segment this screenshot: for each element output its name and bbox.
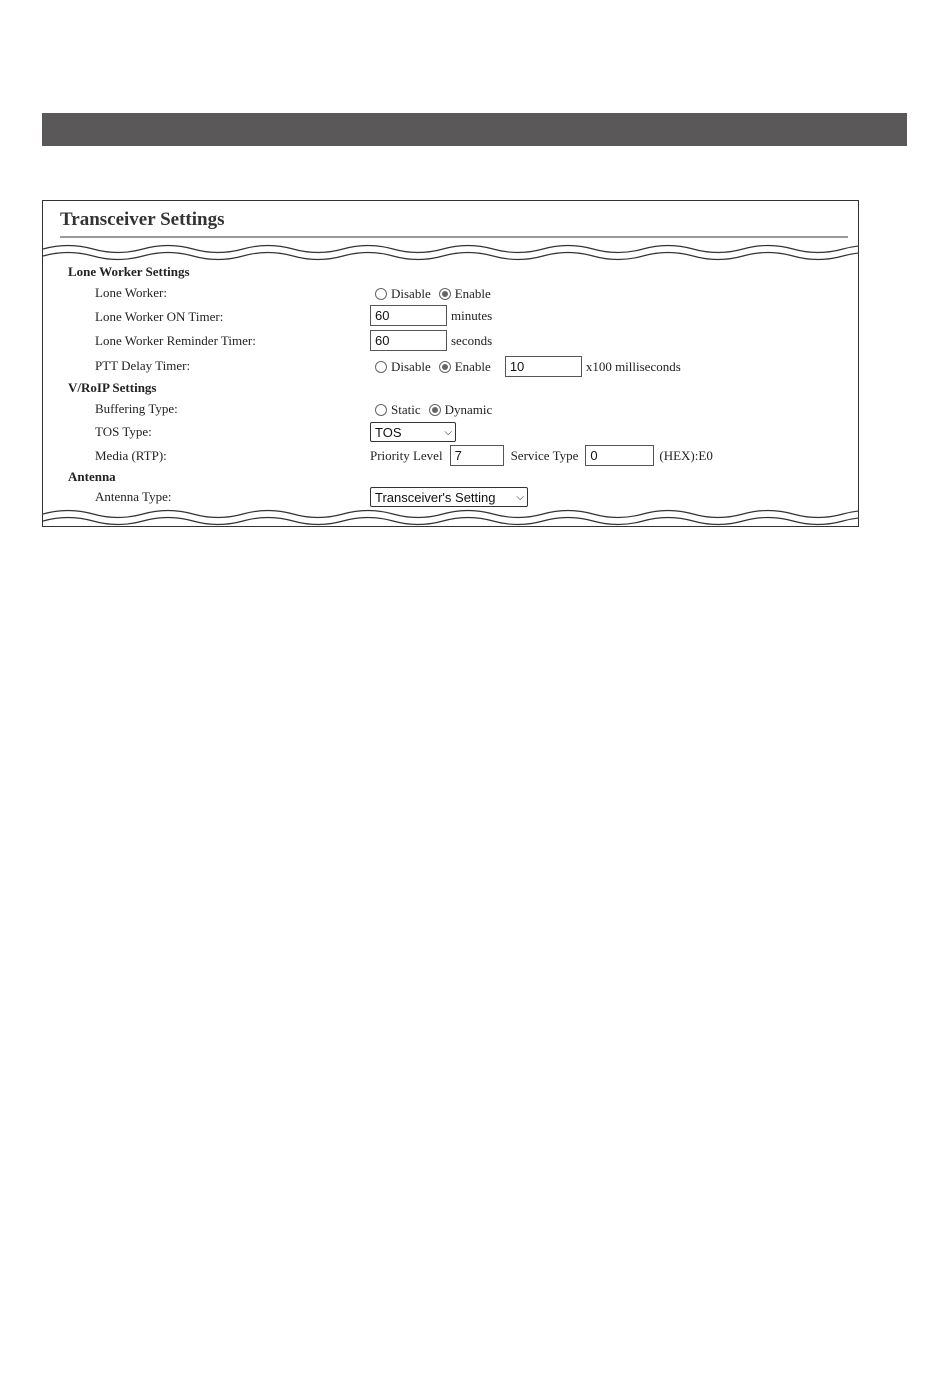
on-timer-unit: minutes [451, 307, 493, 323]
option-label: Static [391, 402, 421, 417]
tos-type-label: TOS Type: [95, 424, 152, 439]
buffering-type-radio-group [375, 402, 500, 418]
reminder-timer-input[interactable]: 60 [370, 330, 447, 351]
antenna-type-select[interactable] [370, 487, 528, 507]
priority-level-input[interactable]: 7 [450, 445, 504, 466]
on-timer-input[interactable]: 60 [370, 305, 447, 326]
reminder-timer-label: Lone Worker Reminder Timer: [95, 333, 256, 348]
radio-checked[interactable] [439, 288, 451, 300]
option-label: Enable [454, 286, 491, 301]
section-vroip: V/RoIP Settings [68, 380, 157, 395]
section-lone-worker: Lone Worker Settings [68, 264, 190, 279]
option-label: Enable [454, 358, 491, 374]
section-antenna: Antenna [68, 469, 116, 484]
option-label: Disable [391, 358, 431, 374]
lone-worker-disable-option[interactable] [375, 286, 431, 302]
lone-worker-label: Lone Worker: [95, 285, 167, 300]
radio-checked[interactable] [429, 404, 441, 416]
tos-type-value: TOS [375, 424, 402, 440]
antenna-type-value: Transceiver's Setting [375, 489, 496, 505]
reminder-timer-control [370, 330, 492, 351]
ptt-delay-unit: x100 milliseconds [585, 358, 681, 374]
ptt-delay-input[interactable]: 10 [505, 356, 582, 377]
panel-title: Transceiver Settings [60, 209, 225, 230]
on-timer-control [370, 305, 492, 326]
lone-worker-enable-option[interactable] [439, 286, 491, 302]
bottom-cut-edge [43, 506, 859, 527]
tos-type-select[interactable] [370, 422, 456, 442]
antenna-type-label: Antenna Type: [95, 489, 172, 504]
ptt-delay-control [375, 356, 681, 377]
radio-unchecked[interactable] [375, 288, 387, 300]
media-rtp-control [370, 445, 713, 466]
option-label: Disable [391, 286, 431, 301]
ptt-enable-option[interactable] [439, 359, 491, 375]
hex-value-text: (HEX):E0 [659, 447, 713, 463]
service-type-input[interactable]: 0 [585, 445, 654, 466]
chevron-down-icon: ⌵ [444, 426, 452, 438]
header-bar [42, 113, 907, 146]
antenna-type-control [370, 487, 528, 507]
service-type-label: Service Type [510, 447, 579, 463]
transceiver-settings-panel [42, 200, 859, 527]
radio-unchecked[interactable] [375, 404, 387, 416]
reminder-timer-unit: seconds [451, 332, 493, 348]
buffering-static-option[interactable] [375, 402, 421, 418]
buffering-dynamic-option[interactable] [429, 402, 493, 418]
chevron-down-icon: ⌵ [516, 491, 524, 503]
ptt-disable-option[interactable] [375, 359, 431, 375]
option-label: Dynamic [444, 402, 493, 417]
radio-unchecked[interactable] [375, 361, 387, 373]
lone-worker-on-timer-label: Lone Worker ON Timer: [95, 309, 224, 324]
ptt-delay-label: PTT Delay Timer: [95, 358, 191, 373]
title-divider [60, 236, 848, 238]
top-cut-edge [43, 241, 859, 263]
tos-type-control [370, 422, 456, 442]
buffering-type-label: Buffering Type: [95, 401, 178, 416]
media-rtp-label: Media (RTP): [95, 448, 167, 463]
priority-level-label: Priority Level [370, 447, 443, 463]
lone-worker-radio-group [375, 286, 499, 302]
radio-checked[interactable] [439, 361, 451, 373]
